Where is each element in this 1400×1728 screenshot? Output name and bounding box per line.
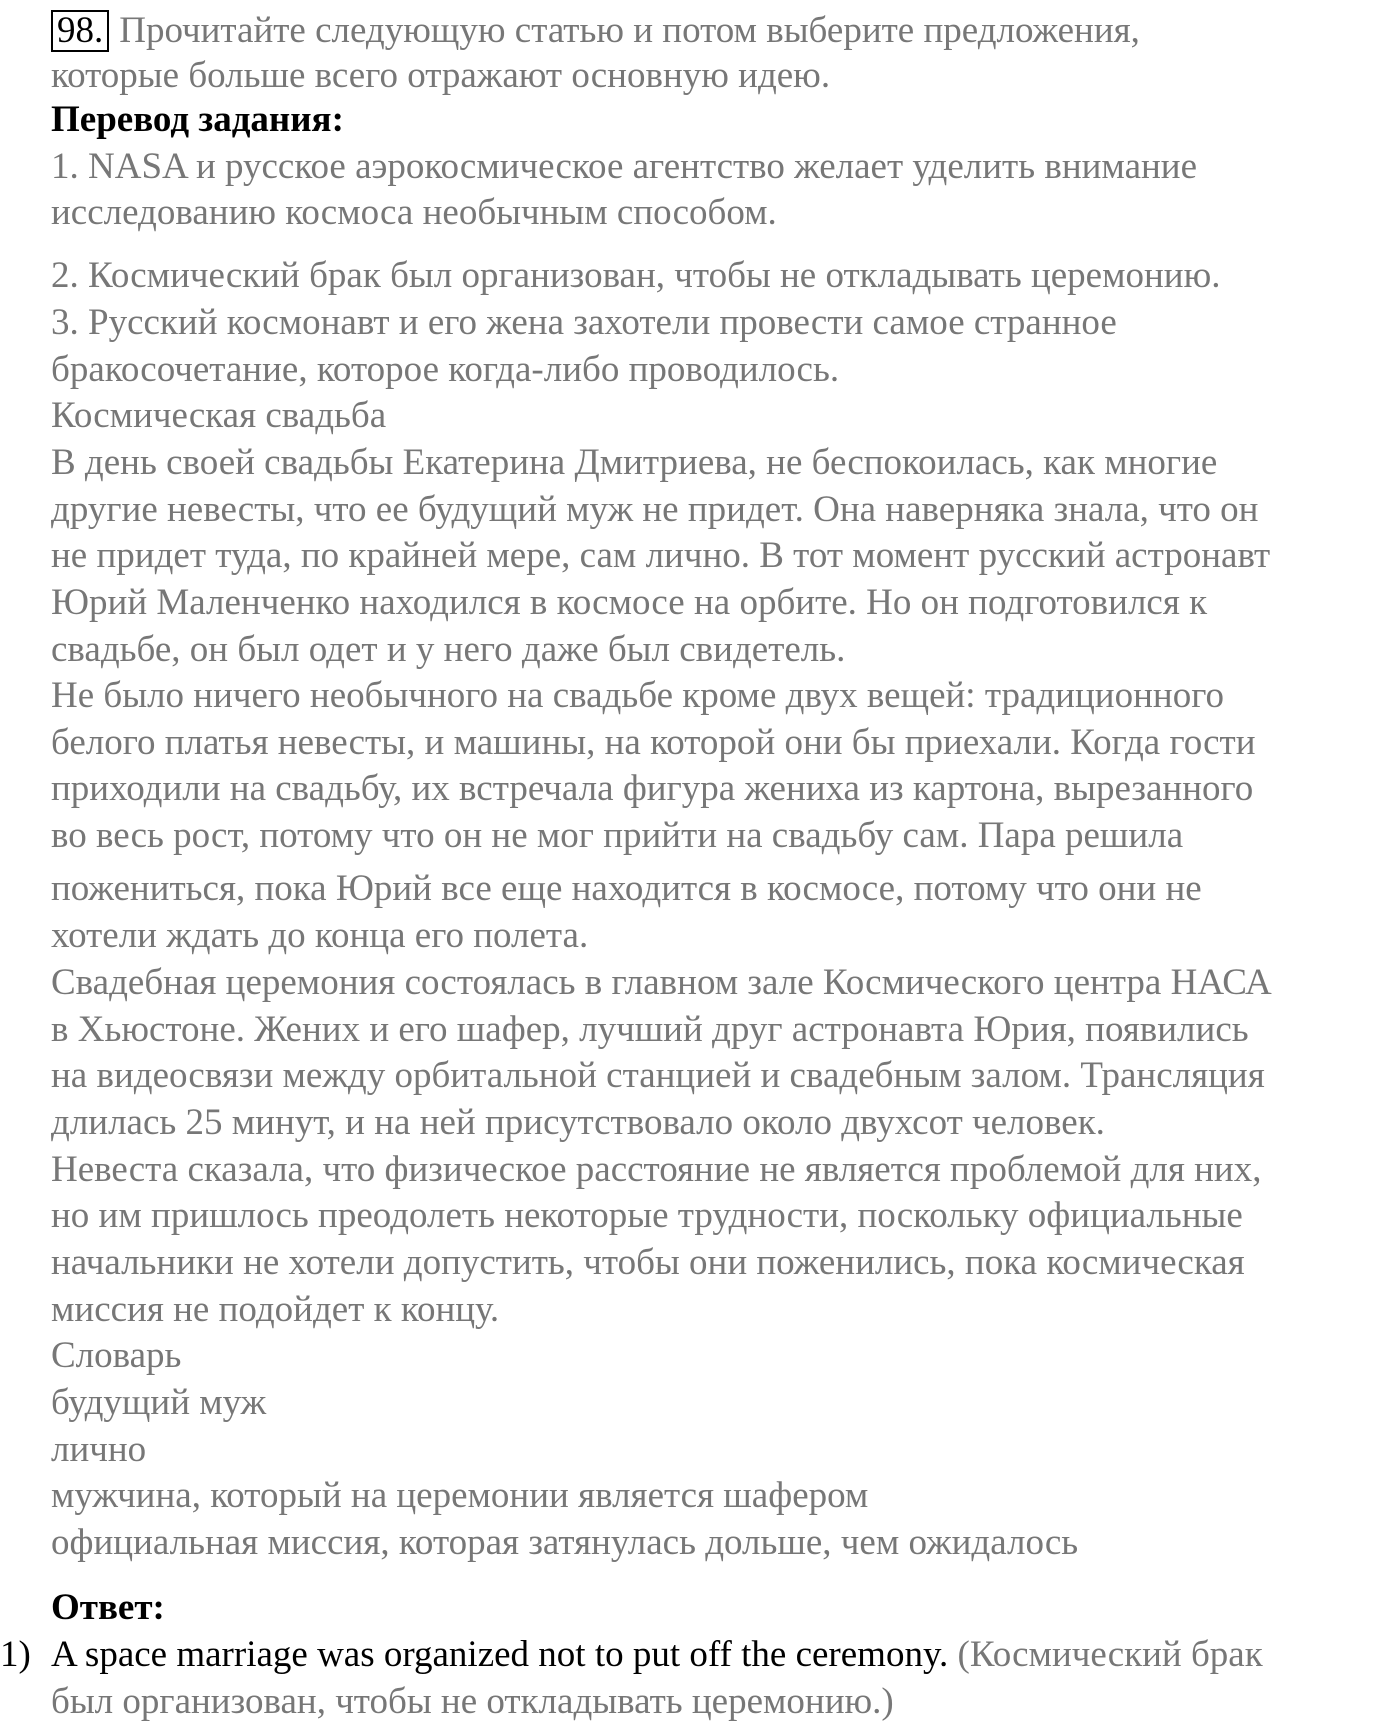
answer-number: 1)	[0, 1634, 31, 1675]
translation-line: 3. Русский космонавт и его жена захотели провести самое странное	[51, 302, 1117, 343]
translation-line: В день своей свадьбы Екатерина Дмитриева, не беспокоилась, как многие	[51, 442, 1218, 483]
answer-line-1	[51, 1632, 1263, 1678]
translation-line: исследованию космоса необычным способом.	[51, 192, 777, 233]
translation-line: во весь рост, потому что он не мог прийти на свадьбу сам. Пара решила	[51, 815, 1184, 856]
answer-russian-part-2: был организован, чтобы не откладывать церемонию.)	[51, 1681, 894, 1722]
translation-line: Свадебная церемония состоялась в главном зале Космического центра НАСА	[51, 962, 1272, 1003]
translation-line: Не было ничего необычного на свадьбе кроме двух вещей: традиционного	[51, 675, 1224, 716]
translation-line: хотели ждать до конца его полета.	[51, 915, 589, 956]
answer-heading: Ответ:	[51, 1587, 165, 1628]
translation-line: начальники не хотели допустить, чтобы они поженились, пока космическая	[51, 1242, 1245, 1283]
translation-line: другие невесты, что ее будущий муж не придет. Она наверняка знала, что он	[51, 489, 1259, 530]
translation-line: на видеосвязи между орбитальной станцией и свадебным залом. Трансляция	[51, 1055, 1265, 1096]
translation-line: длилась 25 минут, и на ней присутствовало около двухсот человек.	[51, 1102, 1105, 1143]
task-instruction-line-2: которые больше всего отражают основную идею.	[51, 55, 831, 96]
translation-line: но им пришлось преодолеть некоторые трудности, поскольку официальные	[51, 1195, 1243, 1236]
vocabulary-item: официальная миссия, которая затянулась дольше, чем ожидалось	[51, 1522, 1079, 1563]
vocabulary-item: лично	[51, 1429, 147, 1470]
vocabulary-heading: Словарь	[51, 1335, 182, 1376]
translation-line: не придет туда, по крайней мере, сам лично. В тот момент русский астронавт	[51, 535, 1271, 576]
translation-line: Юрий Маленченко находился в космосе на орбите. Но он подготовился к	[51, 582, 1208, 623]
task-number-box: 98.	[51, 10, 109, 52]
translation-line: миссия не подойдет к концу.	[51, 1289, 500, 1330]
task-instruction-text-1: Прочитайте следующую статью и потом выберите предложения,	[119, 10, 1140, 51]
translation-line: белого платья невесты, и машины, на которой они бы приехали. Когда гости	[51, 722, 1256, 763]
translation-line: пожениться, пока Юрий все еще находится в космосе, потому что они не	[51, 868, 1202, 909]
task-instruction-line-1	[51, 8, 1140, 54]
vocabulary-item: будущий муж	[51, 1382, 267, 1423]
translation-line: 2. Космический брак был организован, чтобы не откладывать церемонию.	[51, 255, 1221, 296]
vocabulary-item: мужчина, который на церемонии является шафером	[51, 1475, 869, 1516]
translation-line: свадьбе, он был одет и у него даже был свидетель.	[51, 629, 846, 670]
article-title: Космическая свадьба	[51, 395, 387, 436]
translation-heading: Перевод задания:	[51, 99, 344, 140]
translation-line: приходили на свадьбу, их встречала фигура жениха из картона, вырезанного	[51, 768, 1254, 809]
translation-line: Невеста сказала, что физическое расстояние не является проблемой для них,	[51, 1149, 1262, 1190]
answer-english: A space marriage was organized not to put off the ceremony.	[51, 1634, 949, 1675]
translation-line: бракосочетание, которое когда-либо проводилось.	[51, 349, 840, 390]
answer-russian-part-1: (Космический брак	[957, 1634, 1263, 1675]
translation-line: в Хьюстоне. Жених и его шафер, лучший друг астронавта Юрия, появились	[51, 1009, 1249, 1050]
translation-line: 1. NASA и русское аэрокосмическое агентство желает уделить внимание	[51, 146, 1198, 187]
